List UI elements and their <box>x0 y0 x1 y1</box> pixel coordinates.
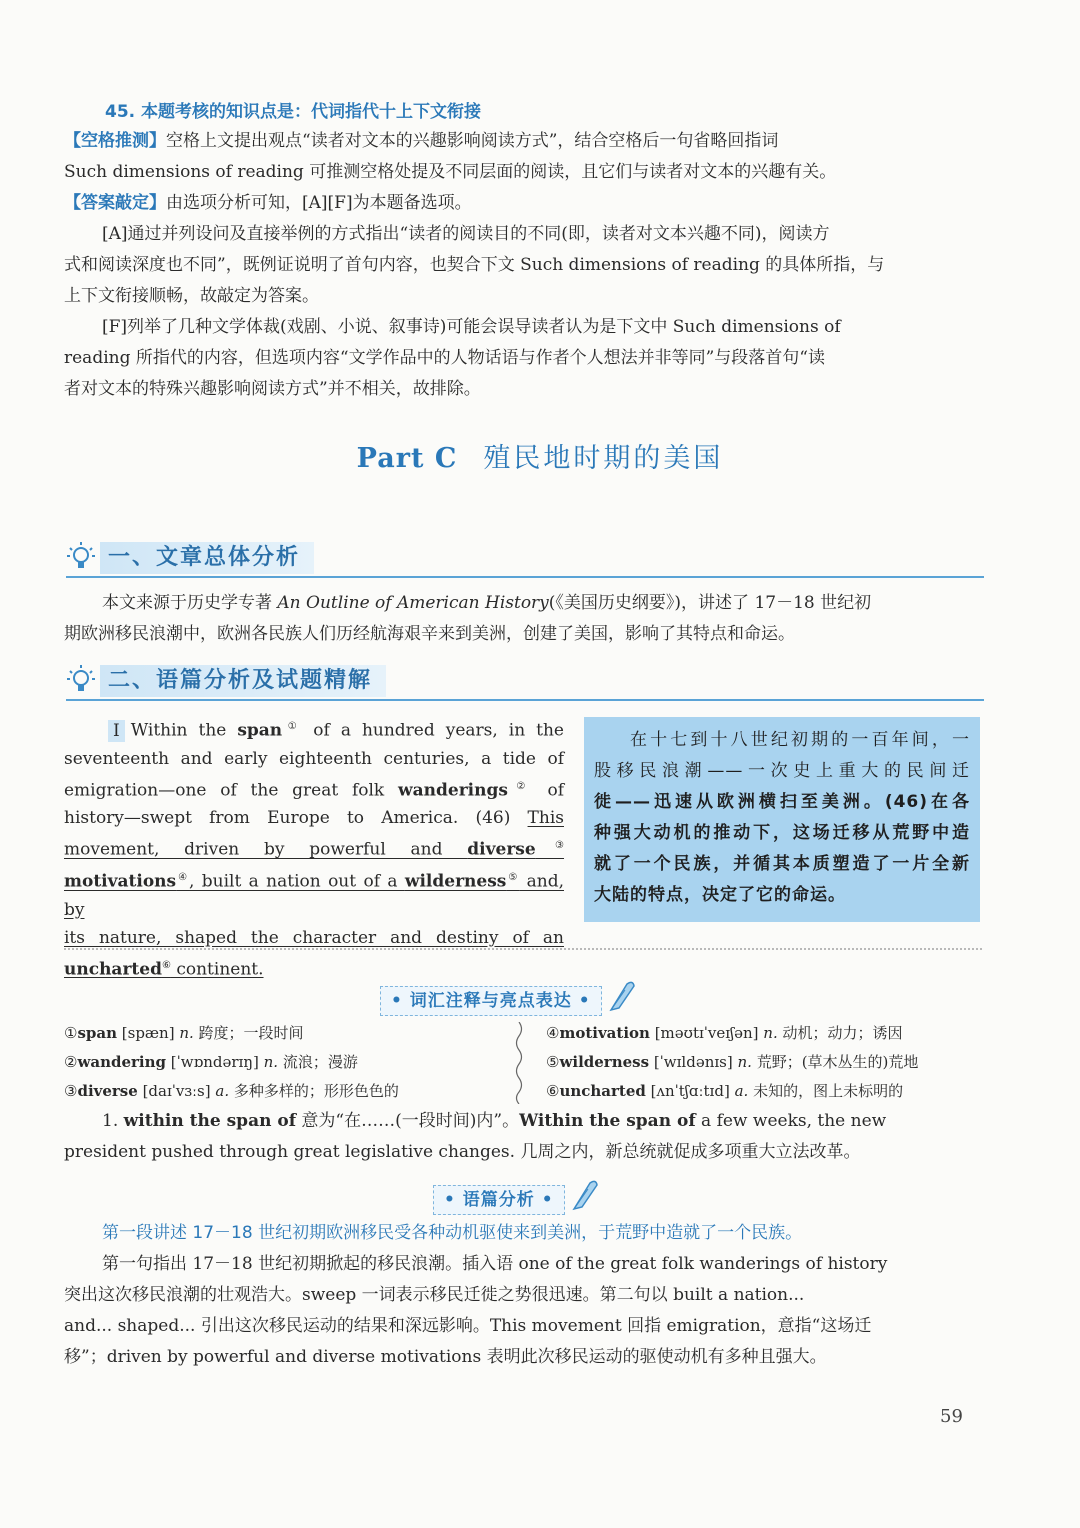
overview-text-a: 本文来源于历史学专著 <box>102 593 278 613</box>
passage-text: history—swept from Europe to America. (46) <box>64 808 528 829</box>
option-f-line-1: [F]列举了几种文学体裁(戏剧、小说、叙事诗)可能会误导读者认为是下文中 Such dimensions of <box>102 317 841 337</box>
part-label: Part C <box>356 443 458 474</box>
passage-line-2: seventeenth and early eighteenth centuries, a tide of <box>64 748 564 769</box>
tag-guess: 【空格推测】 <box>64 131 166 151</box>
phrase-bold: Within the span of <box>519 1111 696 1131</box>
vocab-item: ②wandering [ˈwɒndərɪŋ] n. 流浪；漫游 <box>64 1053 358 1071</box>
page-number: 59 <box>940 1406 963 1427</box>
section-heading-overview <box>66 540 984 578</box>
section-heading-label: 一、文章总体分析 <box>100 542 314 574</box>
translation-line: 大陆的特点，决定了它的命运。 <box>594 885 846 905</box>
q45-guess-paragraph <box>64 126 982 405</box>
overview-text-b: (《美国历史纲要》)，讲述了 17－18 世纪初 <box>548 593 872 613</box>
tag-answer: 【答案敲定】 <box>64 193 166 213</box>
footnote-mark: ⑤ <box>506 871 520 883</box>
q45-guess-text-2: Such dimensions of reading 可推测空格处提及不同层面的阅读，且它们与读者对文本的兴趣有关。 <box>64 162 837 182</box>
q45-guess-text: 空格上文提出观点“读者对文本的兴趣影响阅读方式”，结合空格后一句省略回指词 <box>166 131 779 151</box>
question-45-title: 45. 本题考核的知识点是：代词指代十上下文衔接 <box>105 102 482 122</box>
phrase-bold: within the span of <box>123 1111 297 1131</box>
vocab-title: • 词汇注释与亮点表达 • <box>380 986 602 1016</box>
vocab-item: ③diverse [daɪˈvɜːs] a. 多种多样的；形形色色的 <box>64 1082 399 1100</box>
phrase-example: president pushed through great legislative changes. 几周之内，新总统就促成多项重大立法改革。 <box>64 1142 861 1162</box>
passage-line-7: its nature, shaped the character and destiny of an <box>64 927 564 948</box>
vocab-word-wanderings: wanderings <box>398 780 508 801</box>
overview-text-2: 期欧洲移民浪潮中，欧洲各民族人们历经航海艰辛来到美洲，创建了美国，影响了其特点和命运。 <box>64 624 795 644</box>
vocab-item: ⑥uncharted [ʌnˈtʃɑːtɪd] a. 未知的，图上未标明的 <box>546 1082 904 1100</box>
section-heading-discourse <box>66 663 984 701</box>
option-f-line-3: 者对文本的特殊兴趣影响阅读方式”并不相关，故排除。 <box>64 379 481 399</box>
quill-pen-icon <box>607 978 637 1012</box>
passage-text: , built a nation out of a <box>189 871 405 892</box>
passage-text: Within the <box>130 720 238 741</box>
vocab-word-span: span <box>237 720 283 741</box>
analysis-line: 突出这次移民浪潮的壮观浩大。sweep 一词表示移民迁徙之势很迅速。第二句以 built a nation... <box>64 1285 805 1305</box>
footnote-mark: ③ <box>535 840 565 852</box>
part-title <box>0 436 1080 475</box>
dotted-divider <box>64 948 982 950</box>
analysis-title-wrapper <box>433 1177 600 1215</box>
option-f-line-2: reading 所指代的内容，但选项内容“文学作品中的人物话语与作者个人想法并非等同”与段落首句“读 <box>64 348 825 368</box>
footnote-mark: ② <box>507 780 534 792</box>
option-a-line-3: 上下文衔接顺畅，故敲定为答案。 <box>64 286 319 306</box>
translation-line: 在十七到十八世纪初期的一百年间，一 <box>630 730 970 750</box>
analysis-title: • 语篇分析 • <box>433 1185 565 1215</box>
underlined-text: This <box>527 808 564 829</box>
passage-text: emigration—one of the great folk <box>64 780 399 801</box>
lightbulb-icon <box>66 540 96 576</box>
vocab-list-left <box>64 1019 504 1106</box>
translation-line: 种强大动机的推动下，这场迁移从荒野中造 <box>594 823 970 843</box>
vocab-item: ④motivation [məʊtɪˈveɪʃən] n. 动机；动力；诱因 <box>546 1024 903 1042</box>
translation-line: 就了一个民族，并循其本质塑造了一片全新 <box>594 854 970 874</box>
translation-box <box>584 717 980 922</box>
vocab-word-wilderness: wilderness <box>404 871 507 892</box>
overview-paragraph <box>64 588 982 650</box>
book-title: An Outline of American History <box>277 593 549 613</box>
footnote-mark: ④ <box>176 871 190 883</box>
analysis-headline: 第一段讲述 17－18 世纪初期欧洲移民受各种动机驱使来到美洲，于荒野中造就了一个民族。 <box>102 1223 803 1243</box>
vocab-word-uncharted: uncharted <box>64 959 162 980</box>
analysis-line: 第一句指出 17－18 世纪初期掀起的移民浪潮。插入语 one of the great folk wanderings of history <box>102 1254 888 1274</box>
english-passage <box>64 713 564 983</box>
vocab-list-right <box>546 1019 986 1106</box>
footnote-mark: ① <box>282 721 303 732</box>
section-heading-label: 二、语篇分析及试题精解 <box>100 665 386 697</box>
analysis-line: 移”；driven by powerful and diverse motivations 表明此次移民运动的驱使动机有多种且强大。 <box>64 1347 827 1367</box>
analysis-block <box>64 1218 982 1373</box>
analysis-line: and... shaped... 引出这次移民运动的结果和深远影响。This movement 回指 emigration，意指“这场迁 <box>64 1316 872 1336</box>
option-a-line-2: 式和阅读深度也不同”，既例证说明了首句内容，也契合下文 Such dimensions of reading 的具体所指，与 <box>64 255 885 275</box>
lightbulb-icon <box>66 663 96 699</box>
passage-text: of <box>533 780 564 801</box>
vocab-item: ⑤wilderness [ˈwɪldənɪs] n. 荒野；(草木丛生的)荒地 <box>546 1053 919 1071</box>
passage-text: of a hundred years, in the <box>302 720 564 741</box>
quill-pen-icon <box>570 1177 600 1211</box>
vocab-word-motivations: motivations <box>64 871 177 892</box>
passage-text: and, by <box>64 871 564 920</box>
vocab-word-diverse: diverse <box>467 839 536 860</box>
vocab-title-wrapper <box>380 978 637 1016</box>
translation-line: 徙——迅速从欧洲横扫至美洲。(46)在各 <box>594 792 970 812</box>
footnote-mark: ⑥ <box>161 959 171 971</box>
option-a-line-1: [A]通过并列设问及直接举例的方式指出“读者的阅读目的不同(即，读者对文本兴趣不同)，阅读方 <box>102 224 830 244</box>
passage-text: continent. <box>170 959 264 980</box>
paragraph-number: I <box>108 720 125 742</box>
q45-answer-text: 由选项分析可知，[A][F]为本题备选项。 <box>166 193 472 213</box>
vocab-item: ①span [spæn] n. 跨度；一段时间 <box>64 1024 304 1042</box>
phrase-explanation: 1. within the span of 意为“在……(一段时间)内”。Within the span of a few weeks, the new president pushed through great legislative changes. 几周之内，新总统就促成多项重大立法改革。 <box>64 1106 982 1168</box>
translation-line: 股移民浪潮——一次史上重大的民间迁 <box>594 761 970 781</box>
wavy-divider <box>512 1022 526 1104</box>
passage-text: movement, driven by powerful and <box>64 839 468 860</box>
part-chinese-title: 殖民地时期的美国 <box>483 443 724 474</box>
